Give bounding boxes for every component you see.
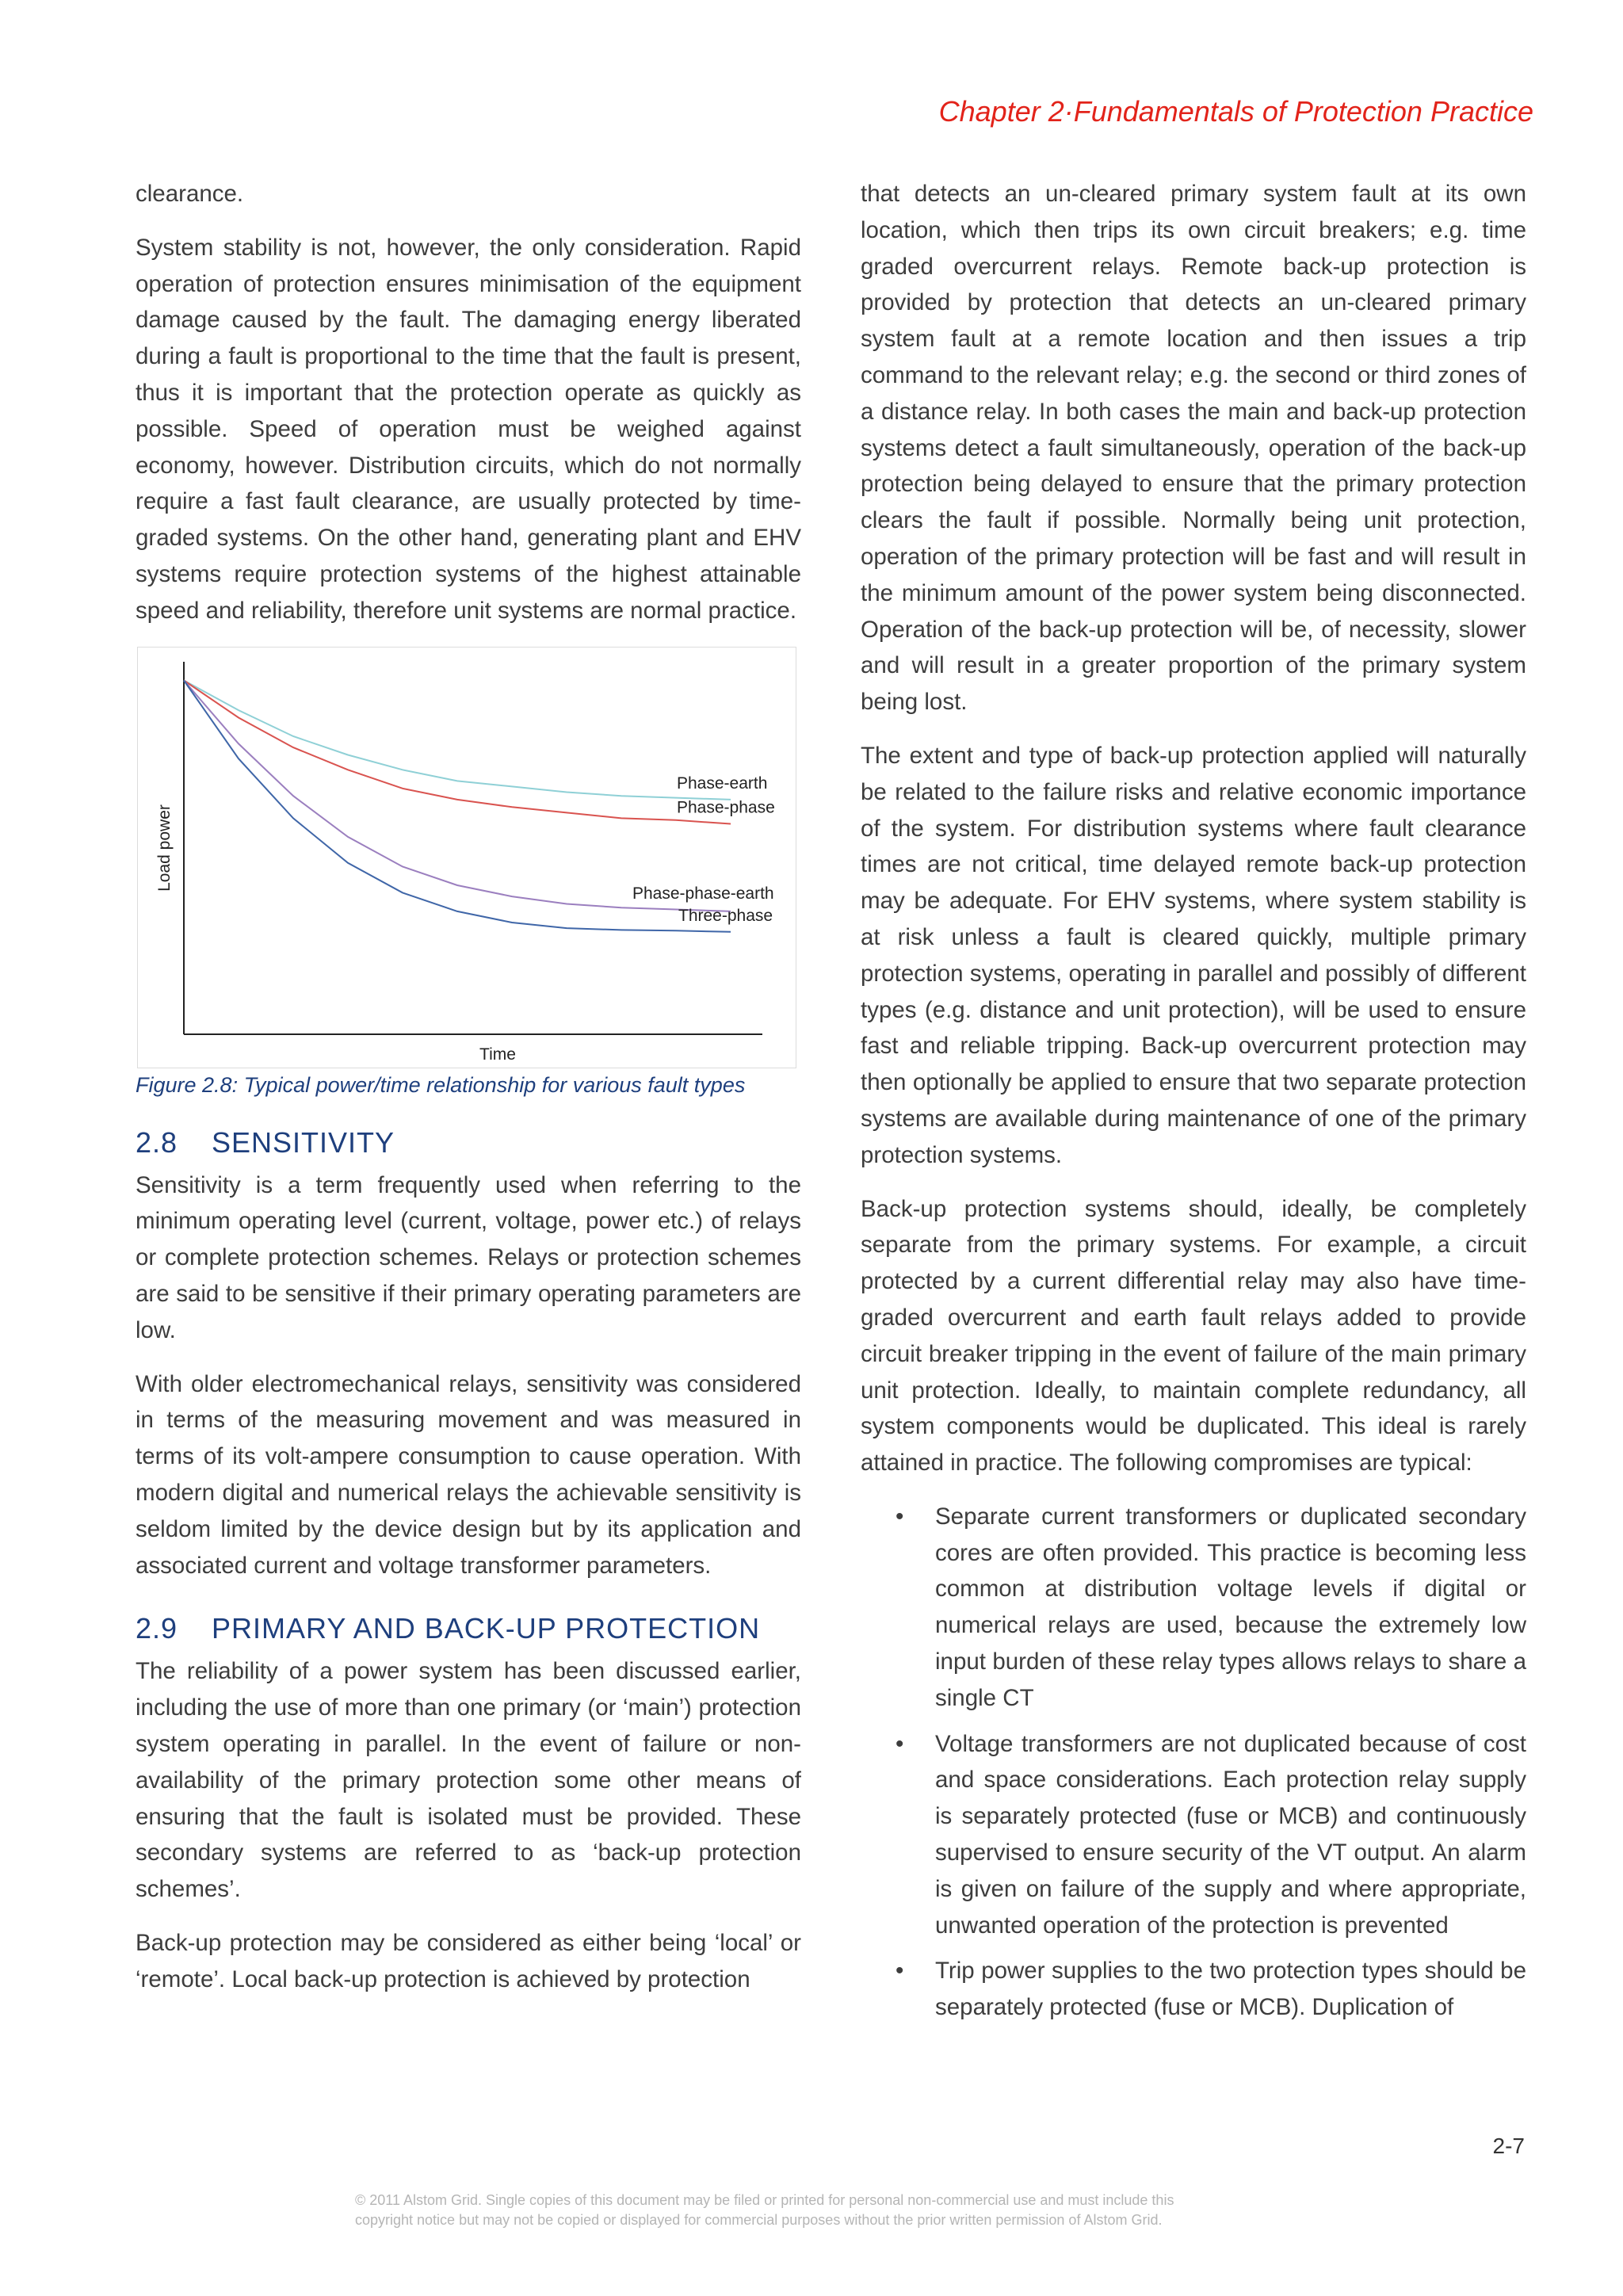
paragraph: Back-up protection may be considered as either being ‘local’ or ‘remote’. Local back-up protection is achieved by protection — [136, 1929, 801, 1992]
paragraph: The extent and type of back-up protection applied will naturally be related to the failure risks and relative economic importance of the system. For distribution systems where fault clearance times are not critical, time delayed remote back-up protection may be adequate. For EHV systems, where system stability is at risk unless a fault is cleared quickly, multiple primary protection systems, operating in parallel and possibly of different types (e.g. distance and unit protection), will be used to ensure fast and reliable tripping. Back-up overcurrent protection may then optionally be applied to ensure that two separate protection systems are available during maintenance of one of the primary protection systems. — [861, 742, 1526, 1168]
list-item — [861, 1499, 1526, 1717]
series-line-phase-phase — [184, 680, 731, 823]
list-item-text: Trip power supplies to the two protection types should be separately protected (fuse or MCB). Duplication of — [935, 1958, 1526, 2021]
section-title: PRIMARY AND BACK-UP PROTECTION — [212, 1612, 761, 1645]
section-title: SENSITIVITY — [212, 1125, 395, 1159]
series-label: Phase-phase — [677, 798, 775, 817]
paragraph: that detects an un-cleared primary system fault at its own location, which then trips its own circuit breakers; e.g. time graded overcurrent relays. Remote back-up protection is provided by protection that detects an un-cleared primary system fault at a remote location and then issues a trip command to the relevant relay; e.g. the second or third zones of a distance relay. In both cases the main and back-up protection systems detect a fault simultaneously, operation of the back-up protection being delayed to ensure that the primary protection clears the fault if possible. Normally being unit protection, operation of the primary protection will be fast and will result in the minimum amount of the power system being disconnected. Operation of the back-up protection will be, of necessity, slower and will result in a greater proportion of the primary system being lost. — [861, 181, 1526, 716]
section-number: 2.9 — [136, 1612, 178, 1645]
series-label: Phase-phase-earth — [632, 884, 774, 903]
list-item-text: Separate current transformers or duplicated secondary cores are often provided. This practice is becoming less common at distribution voltage levels if digital or numerical relays are used, because the extremely low input burden of these relay types allows relays to share a single CT — [935, 1503, 1526, 1711]
copyright-footer — [355, 2191, 1274, 2230]
footer-line: © 2011 Alstom Grid. Single copies of this document may be filed or printed for personal non-commercial use and must include this — [355, 2192, 1174, 2208]
paragraph: System stability is not, however, the only consideration. Rapid operation of protection ensures minimisation of the equipment damage caused by the fault. The damaging energy liberated during a fault is proportional to the time that the fault is present, thus it is important that the protection operate as quickly as possible. Speed of operation must be weighed against economy, however. Distribution circuits, which do not normally require a fast fault clearance, are usually protected by time-graded systems. On the other hand, generating plant and EHV systems require protection systems of the highest attainable speed and reliability, therefore unit systems are normal practice. — [136, 234, 801, 624]
page-number: 2-7 — [1492, 2134, 1525, 2158]
x-axis-label: Time — [479, 1045, 516, 1064]
figure-2-8 — [137, 647, 796, 1068]
series-label: Three-phase — [678, 906, 773, 925]
power-time-chart — [138, 648, 796, 1068]
footer-line: copyright notice but may not be copied or displayed for commercial purposes without the prior written permission of Alstom Grid. — [355, 2212, 1163, 2228]
paragraph: The reliability of a power system has been discussed earlier, including the use of more than one primary (or ‘main’) protection system operating in parallel. In the event of failure or non-availability of the primary protection some other means of ensuring that the fault is isolated must be provided. These secondary systems are referred to as ‘back-up protection schemes’. — [136, 1658, 801, 1903]
series-label: Phase-earth — [677, 774, 768, 793]
section-number: 2.8 — [136, 1125, 178, 1159]
bullet-icon: • — [896, 1503, 904, 1530]
y-axis-label: Load power — [155, 804, 174, 892]
section-heading-sensitivity — [136, 1125, 801, 1161]
paragraph: Back-up protection systems should, ideally, be completely separate from the primary systems. For example, a circuit protected by a current differential relay may also have time-graded overcurrent and earth fault relays added to provide circuit breaker tripping in the event of failure of the main primary unit protection. Ideally, to maintain complete redundancy, all system components would be duplicated. This ideal is rarely attained in practice. The following compromises are typical: — [861, 1195, 1526, 1477]
series-line-phase-earth — [184, 680, 731, 799]
list-item-text: Voltage transformers are not duplicated because of cost and space considerations. Each protection relay supply is separately protected (fuse or MCB) and continuously supervised to ensure security of the VT output. An alarm is given on failure of the supply and where appropriate, unwanted operation of the protection is prevented — [935, 1730, 1526, 1939]
compromises-list — [861, 1499, 1526, 2026]
bullet-icon: • — [896, 1958, 904, 1985]
series-line-phase-phase-earth — [184, 680, 731, 911]
left-column — [136, 176, 801, 2015]
figure-caption: Figure 2.8: Typical power/time relationship for various fault types — [136, 1072, 746, 1097]
paragraph: Sensitivity is a term frequently used when referring to the minimum operating level (current, voltage, power etc.) of relays or complete protection schemes. Relays or protection schemes are said to be sensitive if their primary operating parameters are low. — [136, 1171, 801, 1343]
list-item — [861, 1726, 1526, 1944]
paragraph: clearance. — [136, 181, 244, 207]
right-column — [861, 176, 1526, 2035]
bullet-icon: • — [896, 1730, 904, 1757]
chapter-header: Chapter 2·Fundamentals of Protection Practice — [938, 95, 1533, 128]
list-item — [861, 1953, 1526, 2026]
section-heading-backup — [136, 1610, 801, 1647]
paragraph: With older electromechanical relays, sensitivity was considered in terms of the measuring movement and was measured in terms of its volt-ampere consumption to cause operation. With modern digital and numerical relays the achievable sensitivity is seldom limited by the device design but by its application and associated current and voltage transformer parameters. — [136, 1370, 801, 1579]
